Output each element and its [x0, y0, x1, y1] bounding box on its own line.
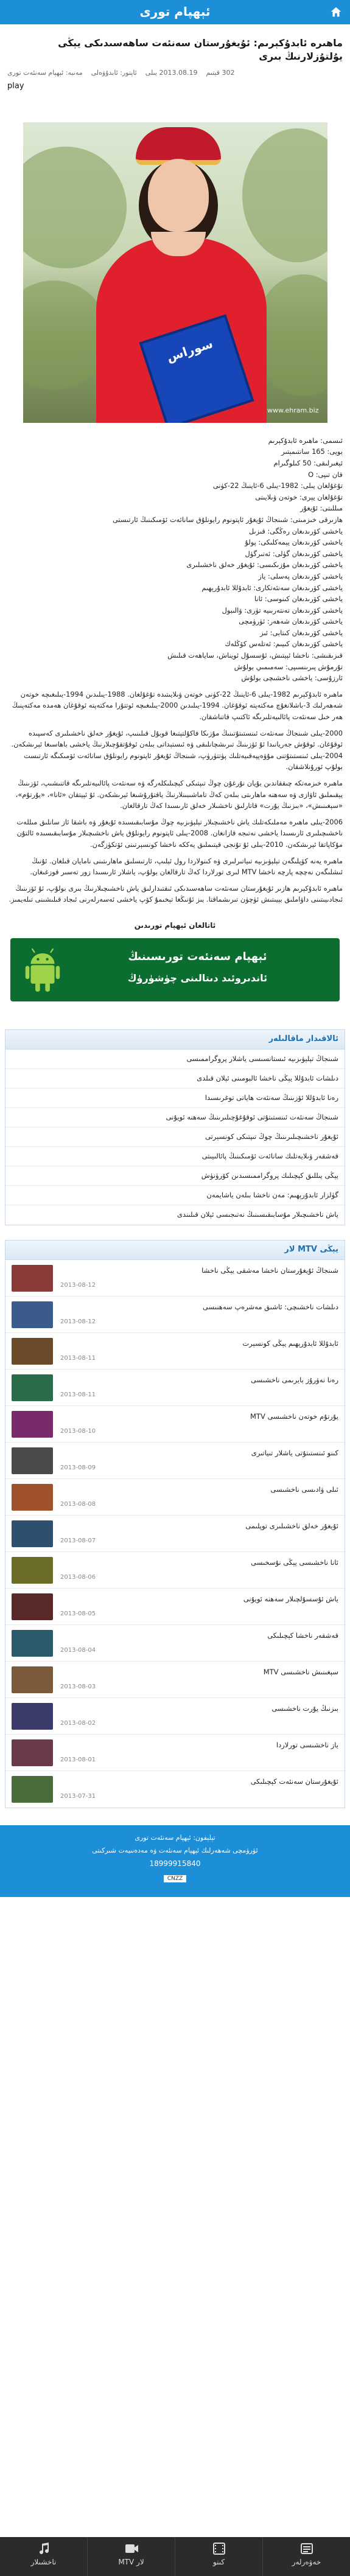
video-date: 2013-08-11: [60, 1391, 96, 1398]
video-title[interactable]: سېغىنىش ناخشىسى MTV: [263, 1667, 338, 1676]
new-videos-list: [5, 1260, 345, 1808]
film-icon: [211, 2542, 227, 2555]
video-thumbnail[interactable]: [12, 1265, 53, 1292]
video-thumbnail[interactable]: [12, 1411, 53, 1438]
video-item[interactable]: [5, 1625, 345, 1662]
video-item[interactable]: [5, 1735, 345, 1771]
video-item[interactable]: [5, 1516, 345, 1552]
article-source-tag: ئاتالغان ئېھپام تورىدىن: [134, 921, 216, 930]
play-label[interactable]: play: [7, 81, 24, 91]
video-thumbnail[interactable]: [12, 1666, 53, 1693]
article-paragraph: 2000-يىلى شىنجاڭ سەنئەت ئىنستىتۇتىنىڭ مۇزىكا فاكۇلتېتىغا قوبۇل قىلىنىپ، ئۇيغۇر خەلق ناخشىلىرى كەسپىدە ئوقۇغان. ئوقۇش جەريانىدا ئۇ ئۆزىنىڭ تىرىشچانلىقى ۋە ئىستېداتى بىلەن ئوقۇتقۇچىلارنىڭ ياخشى باھاسىغا ئېرىشكەن. 2004-يىلى ئىنستىتۇتنى مۇۋەپپەقىيەتلىك پۈتتۈرۈپ، شىنجاڭ ئۇيغۇر ئاپتونوم رايونلۇق سانائەت ئۆمىكىگە ئارتىست بولۇپ ئورۇنلاشقان.: [11, 728, 343, 771]
video-title[interactable]: ئابدۇللا ئابدۇرېھىم يېڭى كونسېرت: [242, 1338, 338, 1348]
video-thumbnail[interactable]: [12, 1557, 53, 1584]
video-date: 2013-08-06: [60, 1573, 96, 1581]
photo-watermark: www.ehram.biz: [267, 406, 319, 414]
article-photo: [23, 122, 327, 423]
banner-line-2: ئاندىروئىد دىتالىنى چۈشۈرۈڭ: [127, 972, 268, 984]
video-title[interactable]: كىنو ئىنستىتۇتى ياشلار تىياتىرى: [251, 1448, 338, 1457]
video-item[interactable]: [5, 1662, 345, 1698]
article-paragraph: تۇغۇلغان يىلى: 1982-يىلى 6-ئاينىڭ 22-كۈنى: [212, 481, 343, 490]
video-item[interactable]: [5, 1479, 345, 1516]
article-paragraph: ئىسمى: ماھىرە ئابدۇكېرىم: [268, 436, 343, 445]
video-thumbnail[interactable]: [12, 1630, 53, 1657]
related-article-link[interactable]: ياش ناخشىچىلار مۇسابىقىسىنىڭ نەتىجىسى ئېلان قىلىندى: [177, 1210, 338, 1219]
video-date: 2013-08-05: [60, 1610, 96, 1617]
related-article-link[interactable]: شىنجاڭ تېلېۋىزىيە ئىستانسىسى ياشلار پروگراممىسى: [5, 1050, 345, 1069]
stats-badge[interactable]: CNZZ: [164, 1875, 186, 1882]
video-date: 2013-08-01: [60, 1756, 96, 1763]
article-paragraph: ماھىرە يەنە كۆپلىگەن تېلېۋىزىيە تىياتىرلىرى ۋە كىنولاردا رول ئېلىپ، ئارتىسلىق ماھارىتىنى نامايان قىلغان. ئۇنىڭ ئىشلىگەن نەچچە پارچە ناخشا MTV لىرى تورلاردا كەڭ تارقالغان بولۇپ، ياشلار ئارىسىدا زور تەسىر قوزغىغان.: [30, 856, 343, 877]
meta-views: 302 قېتىم: [206, 68, 235, 77]
music-icon: [36, 2542, 52, 2555]
footer: [0, 1825, 350, 1897]
article-paragraph: ياخشى كۆرىدىغان رەڭگى: قىزىل: [248, 526, 343, 535]
video-date: 2013-08-12: [60, 1281, 96, 1289]
article-paragraph: ياخشى كۆرىدىغان كىنوسى: ئانا: [254, 594, 343, 604]
tab-film-label: كىنو: [212, 2558, 225, 2566]
home-icon[interactable]: [329, 5, 343, 19]
video-date: 2013-08-08: [60, 1500, 96, 1508]
video-title[interactable]: ئىلى ۋادىسى ناخشىسى: [270, 1485, 338, 1494]
article-paragraph: ئېغىرلىقى: 50 كىلوگىرام: [273, 458, 343, 467]
article-paragraph: ماھىرە ئابدۇكېرىم ھازىر ئۇيغۇرستان سەنئەت ساھەسىدىكى ئىقتىدارلىق ياش ناخشىچىلارنىڭ بىرى بولۇپ، ئۇ ئۆزىنىڭ ئىجادىيىتىنى داۋاملىق بېيىتىش ئۈچۈن تىرىشماقتا. بىز ئۇنىڭغا تېخىمۇ كۆپ ياخشى ئەسەرلەرنى ئىجاد قىلىشىنى تىلەيمىز.: [9, 883, 343, 904]
article-paragraph: ياخشى كۆرىدىغان مۇزىكىسى: ئۇيغۇر خەلق ناخشىلىرى: [186, 560, 343, 569]
video-date: 2013-08-09: [60, 1464, 96, 1471]
bottom-tab-bar: [0, 2537, 350, 2576]
related-article-link[interactable]: گۈلزار ئابدۇرېھىم: مەن ناخشا بىلەن ياشايمەن: [5, 1186, 345, 1205]
article-paragraph: ئارزۇسى: ياخشى ناخشىچى بولۇش: [241, 674, 343, 683]
video-item[interactable]: [5, 1297, 345, 1333]
video-thumbnail[interactable]: [12, 1374, 53, 1401]
video-date: 2013-08-03: [60, 1683, 96, 1690]
video-date: 2013-08-04: [60, 1646, 96, 1654]
video-title[interactable]: رەنا نەۋرۇز بايرىمى ناخشىسى: [251, 1375, 338, 1384]
video-date: 2013-08-12: [60, 1318, 96, 1325]
video-thumbnail[interactable]: [12, 1301, 53, 1328]
article-paragraph: ياخشى كۆرىدىغان سەنئەتكارى: ئابدۇللا ئابدۇرېھىم: [201, 583, 343, 592]
video-item[interactable]: [5, 1370, 345, 1406]
tab-news-label: خەۋەرلەر: [292, 2558, 321, 2566]
video-date: 2013-07-31: [60, 1792, 96, 1800]
article-paragraph: ياخشى كۆرىدىغان گۈلى: ئەتىرگۈل: [245, 549, 343, 558]
article-paragraph: ياخشى كۆرىدىغان پەسلى: ياز: [258, 571, 343, 580]
video-title[interactable]: يۇرتۇم خوتەن ناخشىسى MTV: [250, 1412, 338, 1421]
video-thumbnail[interactable]: [12, 1703, 53, 1730]
site-title[interactable]: ئېھپام تورى: [139, 4, 211, 19]
article-paragraph: ھازىرقى خىزمىتى: شىنجاڭ ئۇيغۇر ئاپتونوم رايونلۇق سانائەت ئۆمىكىنىڭ ئارتىستى: [112, 515, 343, 524]
video-date: 2013-08-07: [60, 1537, 96, 1544]
article-meta: [0, 69, 350, 77]
article-body: [0, 423, 350, 905]
tab-mtv-label: MTV لار: [118, 2558, 144, 2566]
video-item[interactable]: [5, 1771, 345, 1808]
video-title[interactable]: ياز ناخشىسى تورلاردا: [276, 1740, 338, 1749]
video-title[interactable]: شىنجاڭ ئۇيغۇرستان ناخشا مەشقى يېڭى ناخشا: [201, 1265, 338, 1275]
android-app-banner[interactable]: [10, 938, 340, 1001]
video-date: 2013-08-11: [60, 1354, 96, 1362]
related-articles-heading: ئالاقىدار ماقالىلەر: [5, 1030, 345, 1050]
news-icon: [299, 2542, 315, 2555]
tab-film[interactable]: [175, 2537, 263, 2576]
video-title[interactable]: ئانا ناخشىسى يېڭى نۇسخىسى: [251, 1558, 338, 1567]
video-date: 2013-08-10: [60, 1427, 96, 1435]
meta-author: ئاپتور: ئابدۇۋەلى: [91, 68, 137, 77]
banner-line-1: ئېھپام سەنئەت تورىسىنىڭ: [128, 950, 267, 963]
video-item[interactable]: [5, 1260, 345, 1297]
video-thumbnail[interactable]: [12, 1484, 53, 1511]
footer-phone[interactable]: 18999915840: [149, 1859, 201, 1868]
new-videos: [5, 1240, 345, 1808]
article-paragraph: ياخشى كۆرىدىغان يېمەكلىكى: پولۇ: [245, 538, 343, 547]
meta-date: 2013.08.19 يىلى: [145, 68, 198, 77]
article-title: ماھىرە ئابدۇكېرىم: ئۇيغۇرستان سەنئەت ساھەسىدىكى يېڭى يۇلتۇزلارنىڭ بىرى: [58, 37, 343, 63]
video-item[interactable]: [5, 1333, 345, 1370]
article-paragraph: ياخشى كۆرىدىغان كىيىم: ئەتلەس كۆڭلەك: [225, 639, 343, 649]
article-paragraph: بويى: 165 سانتىمېتىر: [281, 447, 343, 456]
video-thumbnail[interactable]: [12, 1520, 53, 1547]
video-item[interactable]: [5, 1698, 345, 1735]
article-paragraph: تۇغۇلغان يېرى: خوتەن ۋىلايىتى: [255, 492, 343, 501]
related-article-link[interactable]: شىنجاڭ سەنئەت ئىنستىتۇتى ئوقۇغۇچىلىرىنىڭ سەھنە ئويۇنى: [5, 1108, 345, 1127]
video-date: 2013-08-02: [60, 1719, 96, 1727]
related-article-link[interactable]: قەشقەر ۋىلايەتلىك سانائەت ئۆمىكىنىڭ پائالىيىتى: [5, 1147, 345, 1166]
article-paragraph: مىللىتى: ئۇيغۇر: [299, 504, 343, 513]
video-title[interactable]: ئۇيغۇرستان سەنئەت كېچىلىكى: [250, 1777, 338, 1786]
video-item[interactable]: [5, 1443, 345, 1479]
tab-news[interactable]: [263, 2537, 350, 2576]
meta-source: مەنبە: ئېھپام سەنئەت تورى: [7, 68, 83, 77]
top-bar: [0, 0, 350, 24]
article-paragraph: قىزىقىشى: ناخشا ئېيتىش، ئۇسسۇل ئويناش، ساياھەت قىلىش: [167, 651, 343, 660]
article-paragraph: ماھىرە ئابدۇكېرىم 1982-يىلى 6-ئاينىڭ 22-كۈنى خوتەن ۋىلايىتىدە تۇغۇلغان. 1988-يىلىدىن 1994-يىلىغىچە خوتەن شەھەرلىك 3-باشلانغۇچ مەكتەپتە ئوقۇغان. 1994-يىلىدىن 2000-يىلىغىچە ئوتتۇرا مەكتەپتە ئوقۇغان ھەمدە مەكتەپنىڭ ھەر خىل سەنئەت پائالىيەتلىرىگە ئاكتىپ قاتناشقان.: [12, 689, 343, 722]
related-article-link[interactable]: ئۇيغۇر ناخشىچىلىرىنىڭ چوڭ تىپتىكى كونسېرتى: [5, 1127, 345, 1147]
android-icon: [21, 947, 64, 993]
video-title[interactable]: ياش ئۇسسۇلچىلار سەھنە ئويۇنى: [243, 1594, 338, 1603]
video-title[interactable]: قەشقەر ناخشا كېچىلىكى: [267, 1631, 338, 1640]
video-item[interactable]: [5, 1589, 345, 1625]
related-articles: [5, 1029, 345, 1225]
video-thumbnail[interactable]: [12, 1593, 53, 1620]
video-title[interactable]: بىزنىڭ يۇرت ناخشىسى: [271, 1704, 338, 1713]
article-paragraph: ياخشى كۆرىدىغان شەھەر: ئۈرۈمچى: [239, 617, 343, 626]
video-item[interactable]: [5, 1406, 345, 1443]
article-paragraph: ياخشى كۆرىدىغان كىتابى: ئىز: [260, 628, 343, 637]
video-icon: [124, 2542, 139, 2555]
footer-line-1: تېلېفون: ئېھپام سەنئەت تورى: [135, 1833, 215, 1842]
video-thumbnail[interactable]: [12, 1739, 53, 1766]
video-thumbnail[interactable]: [12, 1338, 53, 1365]
related-article-link[interactable]: دىلشات ئابدۇللا يېڭى ناخشا ئالبومىنى ئېلان قىلدى: [5, 1069, 345, 1088]
footer-line-2: ئۈرۈمچى شەھەرلىك ئېھپام سەنئەت ۋە مەدەنىيەت شىركىتى: [92, 1846, 258, 1854]
new-videos-heading: يېڭى MTV لار: [5, 1241, 345, 1260]
article-paragraph: ماھىرە خىزمەتكە چىققاندىن بۇيان نۇرغۇن چوڭ تىپتىكى كېچىلىكلەرگە ۋە سەنئەت پائالىيەتلىرىگە قاتنىشىپ، ئۆزىنىڭ يېقىملىق ئاۋازى ۋە سەھنە ماھارىتى بىلەن كەڭ تاماشىبىنلارنىڭ ياقتۇرۇشىغا ئېرىشكەن. ئۇ ئېيتقان «ئانا»، «يۇرتۇم»، «سېغىنىش»، «بىزنىڭ يۇرت» قاتارلىق ناخشىلار خەلق ئارىسىدا كەڭ تارقالغان.: [15, 779, 343, 810]
video-item[interactable]: [5, 1552, 345, 1589]
video-title[interactable]: ئۇيغۇر خەلق ناخشىلىرى توپلىمى: [245, 1521, 338, 1530]
article-paragraph: ياخشى كۆرىدىغان تەنتەربىيە تۈرى: ۋالىبول: [222, 605, 343, 614]
related-article-link[interactable]: يېڭى يىللىق كېچىلىك پروگراممىسىدىن كۆرۈنۈش: [5, 1166, 345, 1186]
related-article-link[interactable]: رەنا ئابدۇللا ئۆزىنىڭ سەنئەت ھاياتى توغرىسىدا: [5, 1088, 345, 1108]
tab-mtv[interactable]: [88, 2537, 175, 2576]
article-paragraph: قان تىپى: O: [308, 470, 343, 479]
related-articles-list: [5, 1050, 345, 1225]
video-title[interactable]: دىلشات ناخشىچى: ئاشىق مەشرەپ سەھنىسى: [203, 1302, 338, 1311]
tab-music-label: ناخشىلار: [30, 2558, 57, 2566]
video-thumbnail[interactable]: [12, 1776, 53, 1803]
article-paragraph: 2006-يىلى ماھىرە مەملىكەتلىك ياش ناخشىچىلار تېلېۋىزىيە چوڭ مۇسابىقىسىدە ئۇيغۇر ۋە باشقا ئاز سانلىق مىللەت ناخشىچىلىرى ئارىسىدا ياخشى نەتىجە قازانغان. 2008-يىلى ئاپتونوم رايونلۇق ياش ناخشىچىلار مۇسابىقىسىدە ئالتۇن مۇكاپاتقا ئېرىشكەن. 2010-يىلى ئۇ تۇنجى قېتىملىق يەككە ناخشا كونسېرتىنى ئۆتكۈزگەن.: [16, 817, 343, 849]
tab-music[interactable]: [0, 2537, 88, 2576]
article-paragraph: تۇرمۇش پىرىنسىپى: سەمىمىي بولۇش: [234, 662, 343, 671]
photo-book-label: سوراس: [164, 336, 214, 365]
video-thumbnail[interactable]: [12, 1447, 53, 1474]
